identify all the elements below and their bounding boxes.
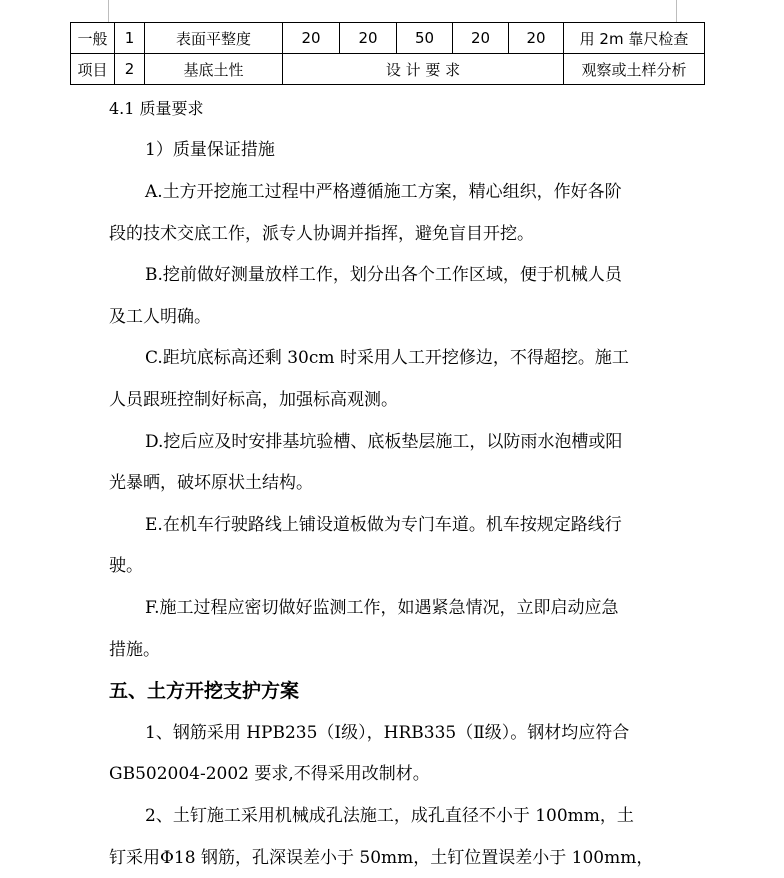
chapter-heading: 五、土方开挖支护方案 <box>109 680 300 702</box>
table-cell: 基底土性 <box>145 54 283 85</box>
table-cell: 表面平整度 <box>145 23 283 54</box>
table-cell: 20 <box>283 23 340 54</box>
table-cell: 20 <box>340 23 397 54</box>
paragraph-line: 钉采用Φ18 钢筋，孔深误差小于 50mm，土钉位置误差小于 100mm， <box>109 848 654 868</box>
paragraph-line: 段的技术交底工作，派专人协调并指挥，避免盲目开挖。 <box>109 224 534 244</box>
paragraph-line: E.在机车行驶路线上铺设道板做为专门车道。机车按规定路线行 <box>145 515 622 535</box>
table-cell: 一般 <box>71 23 115 54</box>
paragraph-line: B.挖前做好测量放样工作，划分出各个工作区域，便于机械人员 <box>145 265 622 285</box>
paragraph-line: 人员跟班控制好标高，加强标高观测。 <box>109 390 398 410</box>
table-cell: 1 <box>115 23 145 54</box>
table-cell: 观察或土样分析 <box>564 54 705 85</box>
table-cell: 2 <box>115 54 145 85</box>
table-cell-merged: 设 计 要 求 <box>283 54 564 85</box>
paragraph-line: 2、土钉施工采用机械成孔法施工，成孔直径不小于 100mm，土 <box>145 806 634 826</box>
paragraph-line: 措施。 <box>109 640 160 660</box>
section-heading: 4.1 质量要求 <box>109 99 204 118</box>
table-cell: 50 <box>397 23 453 54</box>
paragraph-line: 驶。 <box>109 556 143 576</box>
paragraph-line: 1、钢筋采用 HPB235（Ⅰ级），HRB335（Ⅱ级）。钢材均应符合 <box>145 723 630 743</box>
table-cell: 20 <box>509 23 564 54</box>
page-margin-mark-right <box>676 0 677 22</box>
paragraph-line: 及工人明确。 <box>109 307 211 327</box>
subsection-heading: 1）质量保证措施 <box>145 140 275 160</box>
paragraph-line: C.距坑底标高还剩 30cm 时采用人工开挖修边，不得超挖。施工 <box>145 348 629 368</box>
paragraph-line: D.挖后应及时安排基坑验槽、底板垫层施工，以防雨水泡槽或阳 <box>145 432 623 452</box>
table-cell: 20 <box>453 23 509 54</box>
page-margin-mark-left <box>108 0 109 22</box>
paragraph-line: F.施工过程应密切做好监测工作，如遇紧急情况，立即启动应急 <box>145 598 619 618</box>
paragraph-line: A.土方开挖施工过程中严格遵循施工方案，精心组织，作好各阶 <box>145 182 622 202</box>
paragraph-line: 光暴晒，破坏原状土结构。 <box>109 473 313 493</box>
table-row <box>71 23 705 54</box>
table-cell: 用 2m 靠尺检查 <box>564 23 705 54</box>
acceptance-table <box>70 22 705 85</box>
paragraph-line: GB502004-2002 要求,不得采用改制材。 <box>109 764 430 784</box>
table-row <box>71 54 705 85</box>
table-cell: 项目 <box>71 54 115 85</box>
